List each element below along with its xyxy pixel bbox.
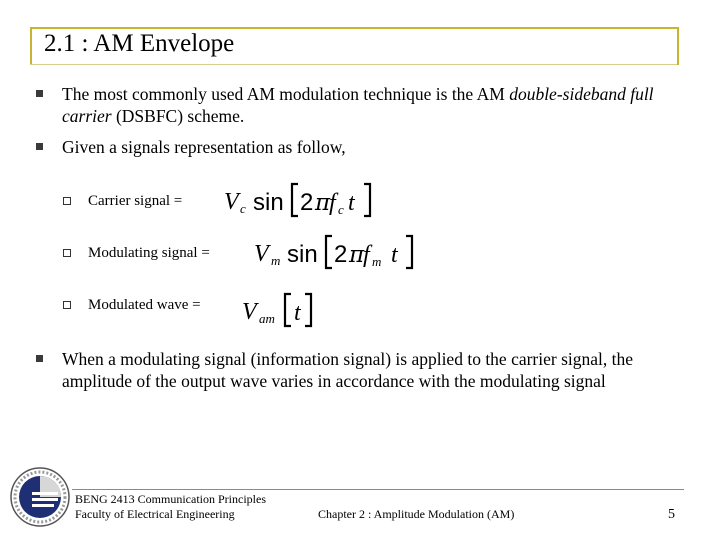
carrier-amp-subscript: c: [240, 201, 246, 216]
footer-faculty: Faculty of Electrical Engineering: [75, 507, 235, 521]
svg-text:2: 2: [300, 189, 314, 216]
carrier-left-bracket: [292, 184, 298, 216]
sub-bullet-marker-3: [63, 301, 71, 309]
footer-chapter: Chapter 2 : Amplitude Modulation (AM): [318, 507, 515, 521]
modulating-sin: sin: [287, 241, 318, 268]
bullet-text-2: Given a signals representation as follow,: [62, 137, 346, 157]
modulated-amp-symbol: V: [242, 299, 257, 325]
page-number: 5: [668, 507, 675, 522]
svg-text:f: f: [363, 242, 370, 268]
bullet-1-italic: double-sideband full carrier: [62, 84, 654, 126]
bullet-text-3: When a modulating signal (information signal) is applied to the carrier signal, the amplitude of the output wave varies in accordance with the modulating signal: [62, 349, 634, 391]
bullet-1-text-a: The most commonly used AM modulation technique is the AM: [62, 84, 510, 104]
svg-text:t: t: [294, 300, 301, 326]
carrier-label: Carrier signal =: [88, 193, 183, 209]
modulating-formula: [250, 232, 425, 272]
bullet-text-1: [62, 83, 662, 127]
modulating-right-bracket: [406, 236, 412, 268]
university-logo: [8, 465, 72, 529]
sub-bullet-marker-1: [63, 197, 71, 205]
bullet-1-text-b: (DSBFC) scheme.: [111, 106, 245, 126]
carrier-freq-subscript: c: [338, 202, 344, 217]
title-underline: [30, 64, 677, 65]
bullet-marker-3: [36, 355, 43, 362]
svg-text:f: f: [329, 190, 336, 216]
modulated-left-bracket: [285, 294, 291, 326]
carrier-right-bracket: [364, 184, 370, 216]
carrier-amp-symbol: V: [224, 189, 239, 215]
carrier-sin: sin: [253, 189, 284, 216]
modulating-label: Modulating signal =: [88, 245, 210, 261]
bullet-marker-2: [36, 143, 43, 150]
modulating-amp-subscript: m: [271, 253, 281, 268]
modulating-left-bracket: [326, 236, 332, 268]
svg-text:t: t: [391, 242, 398, 268]
sub-bullet-marker-2: [63, 249, 71, 257]
svg-text:π: π: [349, 242, 365, 268]
svg-text:t: t: [348, 190, 355, 216]
modulated-right-bracket: [305, 294, 311, 326]
modulated-amp-subscript: am: [259, 311, 275, 326]
svg-text:π: π: [315, 190, 331, 216]
bullet-marker-1: [36, 90, 43, 97]
carrier-formula: [218, 180, 383, 220]
modulating-freq-subscript: m: [372, 254, 382, 269]
footer-course: BENG 2413 Communication Principles: [75, 492, 266, 506]
modulated-wave-formula: [238, 290, 323, 330]
slide-title: 2.1 : AM Envelope: [44, 30, 235, 57]
footer-divider: [72, 489, 684, 490]
modulated-wave-label: Modulated wave =: [88, 297, 201, 313]
modulating-amp-symbol: V: [254, 241, 269, 267]
svg-text:2: 2: [334, 241, 348, 268]
